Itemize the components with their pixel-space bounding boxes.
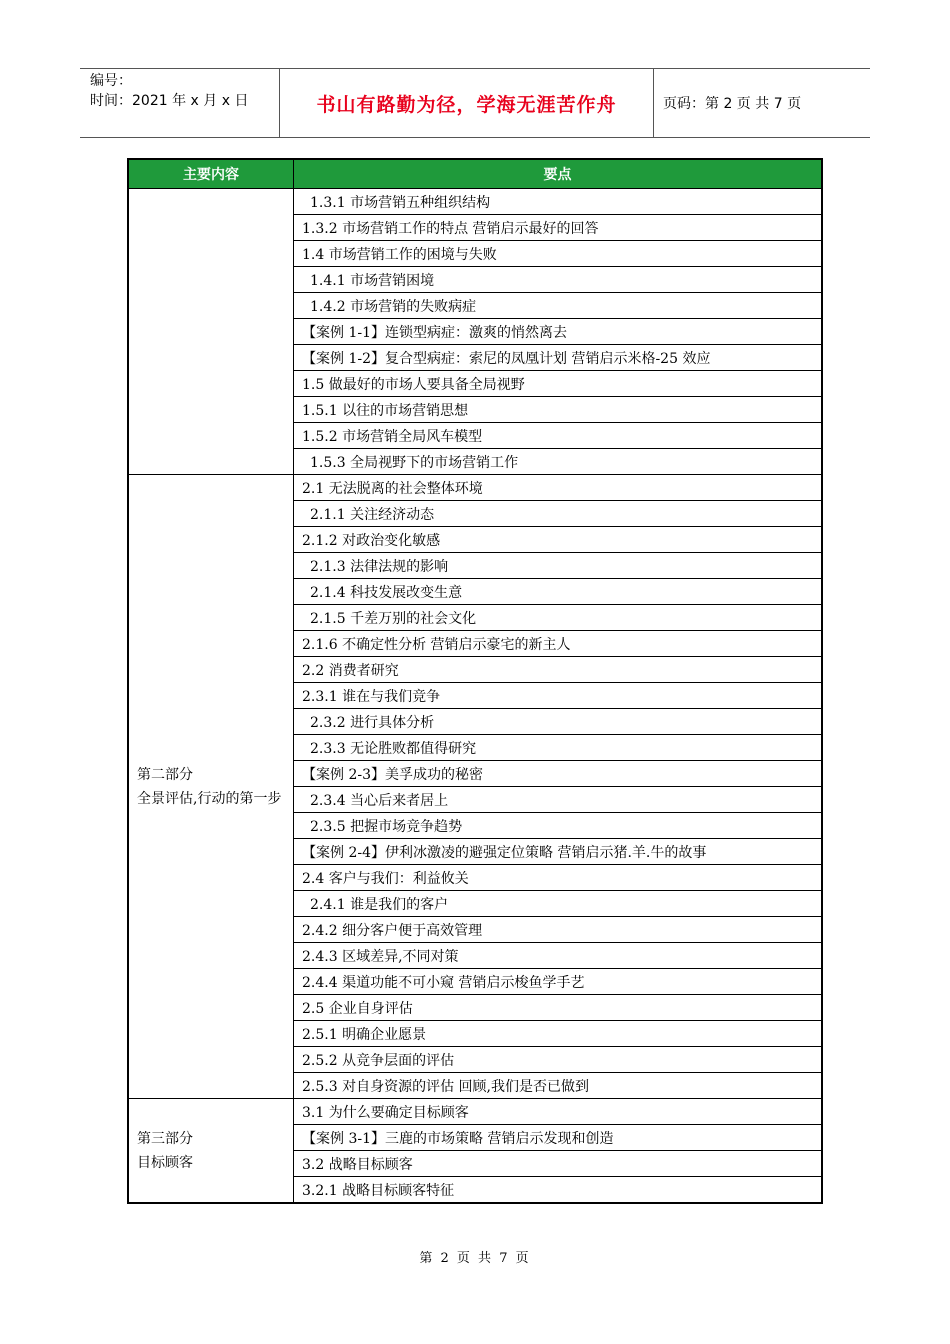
point-cell: 3.1 为什么要确定目标顾客 xyxy=(294,1099,823,1125)
point-cell: 【案例 1-1】连锁型病症：激爽的悄然离去 xyxy=(294,319,823,345)
col-header-points: 要点 xyxy=(294,159,823,189)
point-cell: 2.3.3 无论胜败都值得研究 xyxy=(294,735,823,761)
point-cell: 2.1.3 法律法规的影响 xyxy=(294,553,823,579)
point-cell: 2.5.3 对自身资源的评估 回顾,我们是否已做到 xyxy=(294,1073,823,1099)
point-cell: 2.1.6 不确定性分析 营销启示豪宅的新主人 xyxy=(294,631,823,657)
point-cell: 1.5 做最好的市场人要具备全局视野 xyxy=(294,371,823,397)
header-page-label: 页码：第 2 页 共 7 页 xyxy=(663,96,802,112)
point-cell: 2.1.2 对政治变化敏感 xyxy=(294,527,823,553)
page-footer: 第 2 页 共 7 页 xyxy=(419,1251,531,1266)
section-title xyxy=(128,189,294,475)
point-cell: 2.1 无法脱离的社会整体环境 xyxy=(294,475,823,501)
table-body xyxy=(128,189,822,1204)
point-cell: 2.2 消费者研究 xyxy=(294,657,823,683)
point-cell: 2.3.5 把握市场竞争趋势 xyxy=(294,813,823,839)
point-cell: 2.1.1 关注经济动态 xyxy=(294,501,823,527)
point-cell: 2.4.4 渠道功能不可小窥 营销启示梭鱼学手艺 xyxy=(294,969,823,995)
point-cell: 【案例 2-3】美孚成功的秘密 xyxy=(294,761,823,787)
point-cell: 2.5.2 从竞争层面的评估 xyxy=(294,1047,823,1073)
point-cell: 2.5 企业自身评估 xyxy=(294,995,823,1021)
point-cell: 2.3.2 进行具体分析 xyxy=(294,709,823,735)
point-cell: 1.3.2 市场营销工作的特点 营销启示最好的回答 xyxy=(294,215,823,241)
header-motto: 书山有路勤为径，学海无涯苦作舟 xyxy=(316,93,617,116)
point-cell: 3.2 战略目标顾客 xyxy=(294,1151,823,1177)
point-cell: 2.3.4 当心后来者居上 xyxy=(294,787,823,813)
point-cell: 2.1.4 科技发展改变生意 xyxy=(294,579,823,605)
col-header-content: 主要内容 xyxy=(128,159,294,189)
table-row xyxy=(128,475,822,501)
header-meta xyxy=(80,69,280,137)
outline-table xyxy=(127,158,823,1204)
point-cell: 2.4.1 谁是我们的客户 xyxy=(294,891,823,917)
doc-time-label: 时间：2021 年 x 月 x 日 xyxy=(90,93,249,109)
page-header xyxy=(80,68,870,138)
point-cell: 1.5.3 全局视野下的市场营销工作 xyxy=(294,449,823,475)
point-cell: 2.1.5 千差万别的社会文化 xyxy=(294,605,823,631)
point-cell: 2.4.2 细分客户便于高效管理 xyxy=(294,917,823,943)
point-cell: 1.4.2 市场营销的失败病症 xyxy=(294,293,823,319)
point-cell: 2.3.1 谁在与我们竞争 xyxy=(294,683,823,709)
header-motto-cell xyxy=(280,69,654,137)
point-cell: 1.5.1 以往的市场营销思想 xyxy=(294,397,823,423)
point-cell: 【案例 1-2】复合型病症：索尼的凤凰计划 营销启示米格-25 效应 xyxy=(294,345,823,371)
section-title: 第三部分 目标顾客 xyxy=(128,1099,294,1204)
point-cell: 3.2.1 战略目标顾客特征 xyxy=(294,1177,823,1204)
doc-number-label: 编号： xyxy=(90,73,132,89)
point-cell: 1.4 市场营销工作的困境与失败 xyxy=(294,241,823,267)
section-title: 第二部分 全景评估,行动的第一步 xyxy=(128,475,294,1099)
point-cell: 2.4 客户与我们：利益攸关 xyxy=(294,865,823,891)
table-row xyxy=(128,1099,822,1125)
table-header-row xyxy=(128,159,822,189)
point-cell: 【案例 3-1】三鹿的市场策略 营销启示发现和创造 xyxy=(294,1125,823,1151)
point-cell: 1.3.1 市场营销五种组织结构 xyxy=(294,189,823,215)
point-cell: 【案例 2-4】伊利冰激凌的避强定位策略 营销启示猪.羊.牛的故事 xyxy=(294,839,823,865)
point-cell: 1.5.2 市场营销全局风车模型 xyxy=(294,423,823,449)
point-cell: 1.4.1 市场营销困境 xyxy=(294,267,823,293)
table-row xyxy=(128,189,822,215)
point-cell: 2.5.1 明确企业愿景 xyxy=(294,1021,823,1047)
point-cell: 2.4.3 区域差异,不同对策 xyxy=(294,943,823,969)
